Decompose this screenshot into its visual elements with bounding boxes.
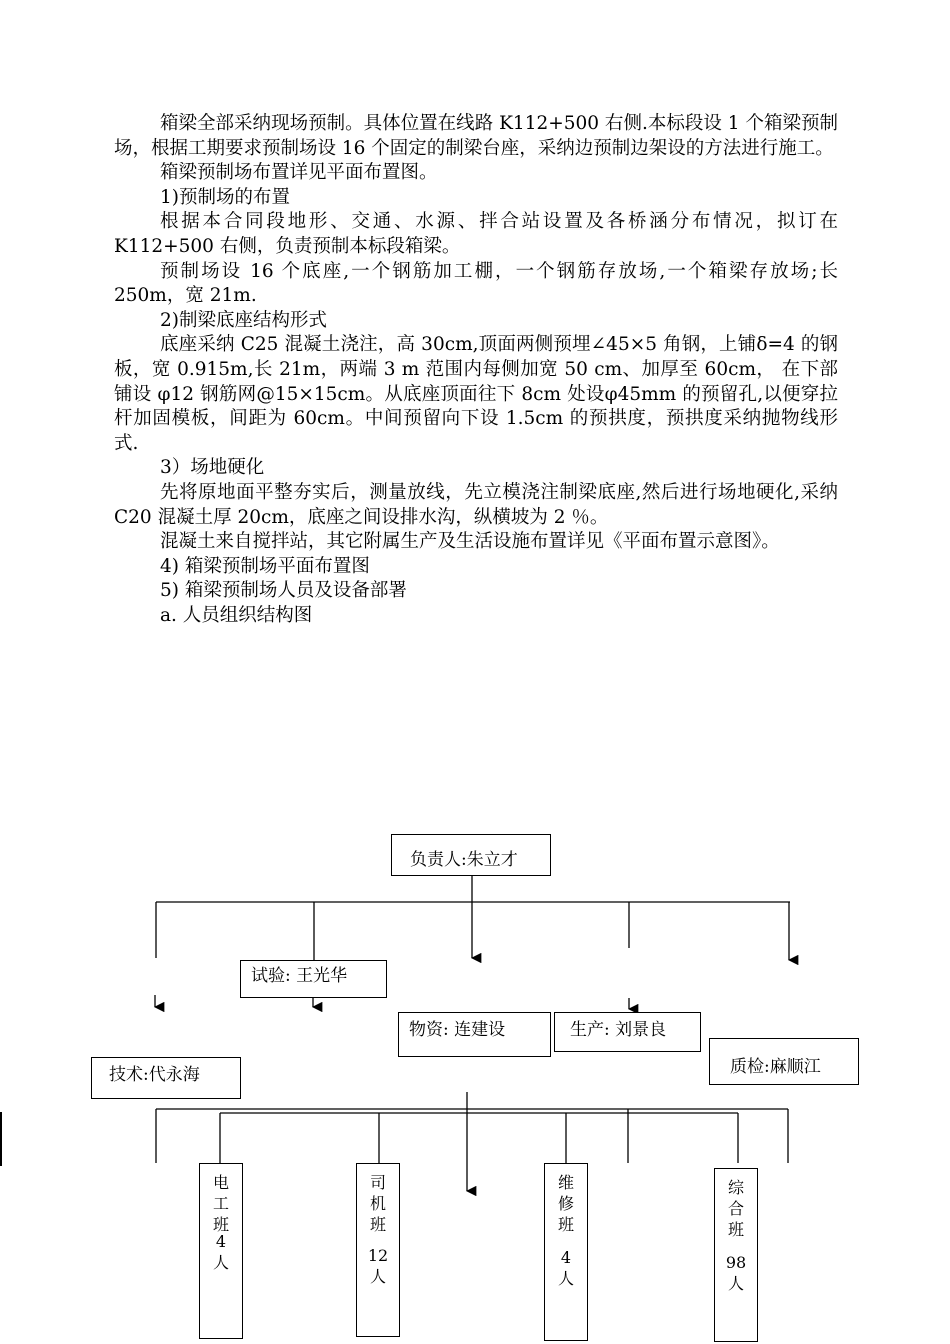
org-test-box (240, 960, 387, 998)
team-repair-count: 4 人 (557, 1248, 574, 1288)
paragraph-ground-hardening: 先将原地面平整夯实后，测量放线，先立模浇注制梁底座,然后进行场地硬化,采纳 C20 混凝土厚 20cm，底座之间设排水沟，纵横坡为 2 ％。 (114, 481, 838, 528)
margin-bar-mark (0, 1112, 2, 1166)
paragraph-concrete-source: 混凝土来自搅拌站，其它附属生产及生活设施布置详见《平面布置示意图》。 (160, 531, 780, 553)
paragraph-site-location: 根据本合同段地形、交通、水源、拌合站设置及各桥涵分布情况，拟订在 K112+500 右侧，负责预制本标段箱梁。 (114, 211, 838, 257)
paragraph-layout-ref: 箱梁预制场布置详见平面布置图。 (160, 162, 438, 184)
paragraph-intro: 箱梁全部采纳现场预制。具体位置在线路 K112+500 右侧.本标段设 1 个箱梁预制场，根据工期要求预制场设 16 个固定的制梁台座，采纳边预制边架设的方法进行施工。 (114, 113, 838, 159)
paragraph-site-size: 预制场设 16 个底座,一个钢筋加工棚，一个钢筋存放场,一个箱梁存放场;长 250m，宽 21m. (114, 260, 838, 307)
team-general-name: 综 合 班 (727, 1178, 744, 1239)
org-test-label: 试验: 王光华 (251, 966, 348, 986)
org-technical-label: 技术:代永海 (109, 1065, 200, 1085)
org-head-box (391, 834, 551, 876)
heading-layout-plan: 4) 箱梁预制场平面布置图 (160, 555, 370, 577)
heading-staff-equipment: 5) 箱梁预制场人员及设备部署 (160, 580, 407, 602)
team-driver-box (356, 1163, 400, 1337)
heading-site-layout: 1)预制场的布置 (160, 186, 290, 208)
org-production-label: 生产: 刘景良 (570, 1020, 667, 1040)
team-driver-name: 司 机 班 (369, 1173, 386, 1234)
org-production-box (554, 1012, 701, 1052)
org-materials-label: 物资: 连建设 (409, 1020, 506, 1040)
heading-org-chart: a. 人员组织结构图 (160, 604, 313, 626)
team-electrician-count: 4 人 (212, 1232, 229, 1272)
team-electrician-name: 电 工 班 (212, 1173, 229, 1234)
team-general-count: 98 人 (725, 1253, 747, 1293)
org-head-label: 负责人:朱立才 (410, 850, 518, 870)
team-repair-box (544, 1163, 588, 1341)
heading-pedestal-structure: 2)制梁底座结构形式 (160, 309, 327, 331)
team-driver-count: 12 人 (367, 1246, 389, 1286)
org-technical-box (91, 1057, 241, 1099)
team-electrician-box (199, 1163, 243, 1339)
team-general-box (714, 1168, 758, 1342)
heading-ground-hardening: 3）场地硬化 (160, 457, 265, 479)
paragraph-pedestal-details: 底座采纳 C25 混凝土浇注，高 30cm,顶面两侧预埋∠45×5 角钢，上铺δ=4 的钢板，宽 0.915m,长 21m，两端 3 m 范围内每侧加宽 50 cm、加厚至 60cm， 在下部铺设 φ12 钢筋网@15×15cm。从底座顶面往下 8cm 处设φ45mm 的预留孔,以便穿拉杆加固模板，间距为 60cm。中间预留向下设 1.5cm 的预拱度，预拱度采纳抛物线形式. (114, 334, 838, 454)
org-materials-box (398, 1012, 551, 1057)
team-repair-name: 维 修 班 (557, 1173, 574, 1234)
org-quality-box (709, 1038, 859, 1085)
document-body (114, 112, 838, 628)
org-quality-label: 质检:麻顺江 (730, 1057, 821, 1077)
